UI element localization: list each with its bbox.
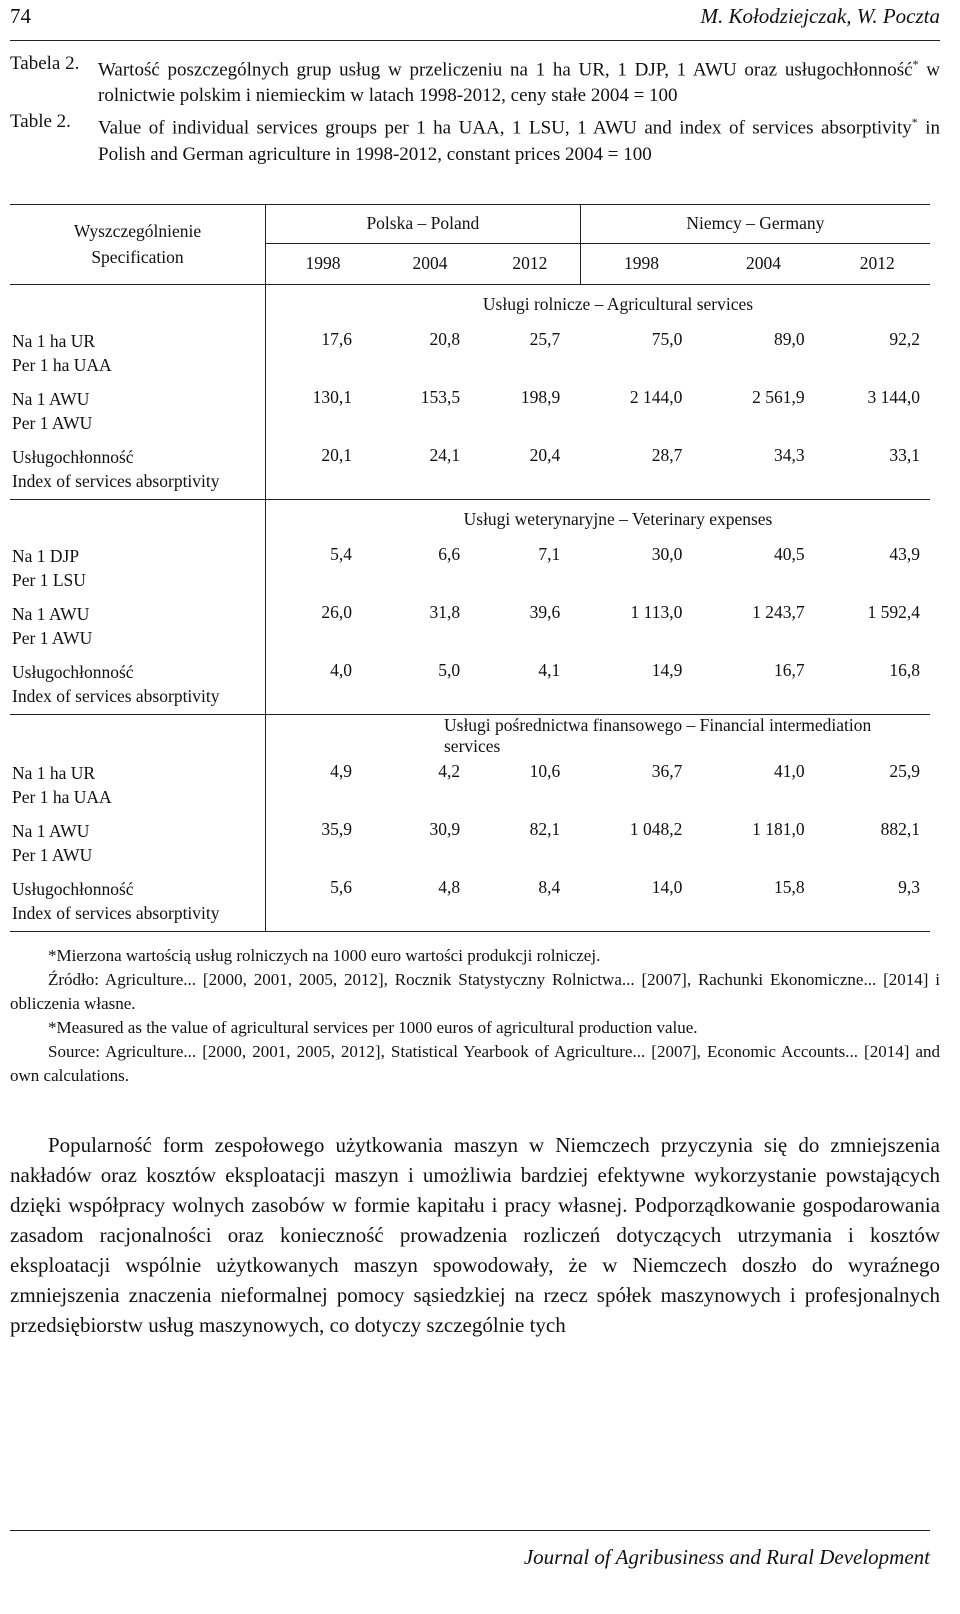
section-label-spacer — [10, 284, 266, 325]
table-cell: 35,9 — [321, 818, 352, 839]
table-cell: 130,1 — [312, 386, 352, 407]
year-header: 1998 — [580, 243, 702, 284]
journal-name: Journal of Agribusiness and Rural Development — [523, 1545, 930, 1569]
table-cell: 2 144,0 — [629, 386, 683, 407]
row-label-en: Index of services absorptivity — [12, 685, 220, 706]
row-label-pl: Na 1 DJP — [12, 545, 80, 566]
row-label-en: Index of services absorptivity — [12, 470, 220, 491]
table-row — [10, 383, 930, 441]
source-pl: Źródło: Agriculture... [2000, 2001, 2005, 2012], Rocznik Statystyczny Rolnictwa... [2007], Rachunki Ekonomiczne... [2014] i obliczenia własne. — [10, 969, 940, 1013]
table-cell: 8,4 — [480, 873, 580, 932]
row-label-en: Per 1 LSU — [12, 569, 86, 590]
country-header-poland: Polska – Poland — [266, 204, 581, 243]
row-label — [10, 441, 266, 500]
caption-text-pl: Wartość poszczególnych grup usług w przeliczeniu na 1 ha UR, 1 DJP, 1 AWU oraz usługochłonność — [98, 59, 913, 81]
section-title: Usługi rolnicze – Agricultural services — [482, 294, 754, 315]
table-cell: 6,6 — [438, 543, 461, 564]
caption-text-pl-after: w rolnictwie polskim i niemieckim w latach 1998-2012, ceny stałe 2004 = 100 — [98, 59, 940, 107]
row-label-en: Index of services absorptivity — [12, 902, 220, 923]
table-row — [10, 598, 930, 656]
table-cell: 17,6 — [321, 328, 352, 349]
footnote-en: *Measured as the value of agricultural services per 1000 euros of agricultural production value. — [48, 1017, 698, 1037]
row-label — [10, 598, 266, 656]
table-cell: 14,9 — [651, 659, 683, 680]
table-cell: 39,6 — [529, 601, 561, 622]
table-cell: 43,9 — [889, 543, 920, 564]
section-title: Usługi weterynaryjne – Veterinary expenses — [266, 499, 931, 540]
table-cell: 30,9 — [429, 818, 461, 839]
row-label — [10, 383, 266, 441]
section-header-row — [10, 714, 930, 757]
table-cell: 1 048,2 — [629, 818, 683, 839]
row-label-en: Per 1 AWU — [12, 412, 93, 433]
spec-label-pl: Wyszczególnienie — [73, 221, 202, 242]
caption-label-pl: Tabela 2. — [10, 53, 80, 74]
row-label — [10, 815, 266, 873]
year-header: 2012 — [825, 243, 930, 284]
row-label-en: Per 1 AWU — [12, 627, 93, 648]
year-header: 2004 — [380, 243, 480, 284]
table-cell: 25,9 — [889, 760, 920, 781]
row-label-pl: Na 1 ha UR — [12, 330, 96, 351]
page — [10, 0, 940, 1569]
table-cell: 1 243,7 — [752, 601, 805, 622]
table-body — [10, 284, 930, 931]
table-cell: 198,9 — [520, 386, 561, 407]
table-cell: 1 592,4 — [867, 601, 920, 622]
page-footer — [10, 1530, 930, 1569]
footnote-pl: *Mierzona wartością usług rolniczych na 1000 euro wartości produkcji rolniczej. — [48, 945, 601, 965]
table-cell: 20,8 — [429, 328, 461, 349]
table-cell: 5,4 — [330, 543, 352, 564]
table-cell: 10,6 — [529, 760, 561, 781]
table-cell: 9,3 — [825, 873, 930, 932]
table-cell: 2 561,9 — [752, 386, 805, 407]
table-caption — [10, 51, 940, 168]
section-header-row — [10, 499, 930, 540]
caption-text-en-after: in Polish and German agriculture in 1998-2012, constant prices 2004 = 100 — [98, 117, 940, 165]
table-row — [10, 441, 930, 500]
table-cell: 1 181,0 — [752, 818, 805, 839]
section-title: Usługi pośrednictwa finansowego – Financial intermediation services — [266, 714, 931, 757]
section-header-row — [10, 284, 930, 325]
caption-asterisk-en: * — [911, 115, 918, 130]
row-label — [10, 325, 266, 383]
table-cell: 25,7 — [529, 328, 561, 349]
row-label — [10, 873, 266, 932]
table-cell: 14,0 — [580, 873, 702, 932]
row-label-en: Per 1 ha UAA — [12, 354, 112, 375]
row-label — [10, 656, 266, 715]
year-header: 1998 — [266, 243, 380, 284]
row-label-pl: Usługochłonność — [12, 878, 134, 899]
table-row — [10, 873, 930, 932]
table-cell: 40,5 — [773, 543, 805, 564]
caption-polish — [10, 51, 940, 109]
row-label-pl: Na 1 AWU — [12, 820, 90, 841]
table-cell: 5,0 — [438, 659, 461, 680]
table-cell: 20,4 — [529, 444, 561, 465]
table-row — [10, 656, 930, 715]
table-row — [10, 325, 930, 383]
table-cell: 153,5 — [420, 386, 461, 407]
table-cell: 31,8 — [429, 601, 461, 622]
caption-text-en: Value of individual services groups per 1 ha UAA, 1 LSU, 1 AWU and index of services absorptivity — [98, 117, 912, 139]
row-label-en: Per 1 AWU — [12, 844, 93, 865]
year-header: 2004 — [702, 243, 824, 284]
section-label-spacer — [10, 499, 266, 540]
table-cell: 28,7 — [651, 444, 683, 465]
table-cell: 4,2 — [438, 760, 461, 781]
row-label — [10, 540, 266, 598]
table-cell: 30,0 — [651, 543, 683, 564]
table-cell: 4,0 — [330, 659, 352, 680]
spec-label-en: Specification — [91, 247, 184, 268]
table-cell: 33,1 — [889, 444, 920, 465]
page-number: 74 — [10, 4, 31, 28]
table-cell: 34,3 — [773, 444, 805, 465]
running-header — [10, 0, 940, 41]
row-label-pl: Usługochłonność — [12, 446, 134, 467]
table-notes — [10, 944, 940, 1088]
specification-header — [10, 204, 266, 284]
table-cell: 41,0 — [773, 760, 805, 781]
body-paragraph: Popularność form zespołowego użytkowania maszyn w Niemczech przyczynia się do zmniejszenia nakładów oraz kosztów eksploatacji maszyn i umożliwia bardziej efektywne wykorzystanie powstających dzięki współpracy wolnych zasobów w formie kapitału i pracy własnej. Podporządkowanie gospodarowania zasadom racjonalności oraz konieczność prowadzenia rozliczeń dotyczących utrzymania i kosztów eksploatacji wspólnie użytkowanych maszyn spowodowały, że w Niemczech doszło do wyraźnego zmniejszenia znaczenia nieformalnej pomocy sąsiedzkiej na rzecz spółek maszynowych i profesjonalnych przedsiębiorstw usług maszynowych, co dotyczy szczególnie tych — [10, 1132, 940, 1337]
body-text — [10, 1130, 940, 1340]
table-cell: 20,1 — [321, 444, 352, 465]
table-cell: 882,1 — [880, 818, 920, 839]
table-cell: 92,2 — [889, 328, 920, 349]
row-label-pl: Na 1 AWU — [12, 603, 90, 624]
running-header-authors: M. Kołodziejczak, W. Poczta — [700, 4, 940, 28]
caption-english — [10, 109, 940, 167]
caption-label-en: Table 2. — [10, 111, 71, 133]
table-cell: 5,6 — [266, 873, 380, 932]
table-cell: 89,0 — [773, 328, 805, 349]
source-en: Source: Agriculture... [2000, 2001, 2005, 2012], Statistical Yearbook of Agriculture... [2007], Economic Accounts... [2014] and own calculations. — [10, 1041, 940, 1085]
caption-asterisk-pl: * — [912, 57, 919, 71]
row-label-en: Per 1 ha UAA — [12, 786, 112, 807]
row-label — [10, 757, 266, 815]
row-label-pl: Na 1 ha UR — [12, 762, 96, 783]
table-cell: 4,8 — [380, 873, 480, 932]
table-cell: 3 144,0 — [867, 386, 920, 407]
table-cell: 15,8 — [702, 873, 824, 932]
row-label-pl: Na 1 AWU — [12, 388, 90, 409]
country-header-germany: Niemcy – Germany — [580, 204, 930, 243]
table-cell: 24,1 — [429, 444, 461, 465]
table-cell: 16,7 — [773, 659, 805, 680]
table-cell: 36,7 — [651, 760, 683, 781]
table-cell: 26,0 — [321, 601, 352, 622]
table-cell: 82,1 — [529, 818, 561, 839]
year-header: 2012 — [480, 243, 580, 284]
table-row — [10, 540, 930, 598]
row-label-pl: Usługochłonność — [12, 661, 134, 682]
table-cell: 16,8 — [889, 659, 920, 680]
table-cell: 4,9 — [330, 760, 352, 781]
table-row — [10, 757, 930, 815]
table-cell: 1 113,0 — [630, 601, 683, 622]
table-cell: 75,0 — [651, 328, 683, 349]
table-cell: 4,1 — [538, 659, 561, 680]
data-table — [10, 204, 930, 932]
table-cell: 7,1 — [538, 543, 561, 564]
section-label-spacer — [10, 714, 266, 757]
table-row — [10, 815, 930, 873]
